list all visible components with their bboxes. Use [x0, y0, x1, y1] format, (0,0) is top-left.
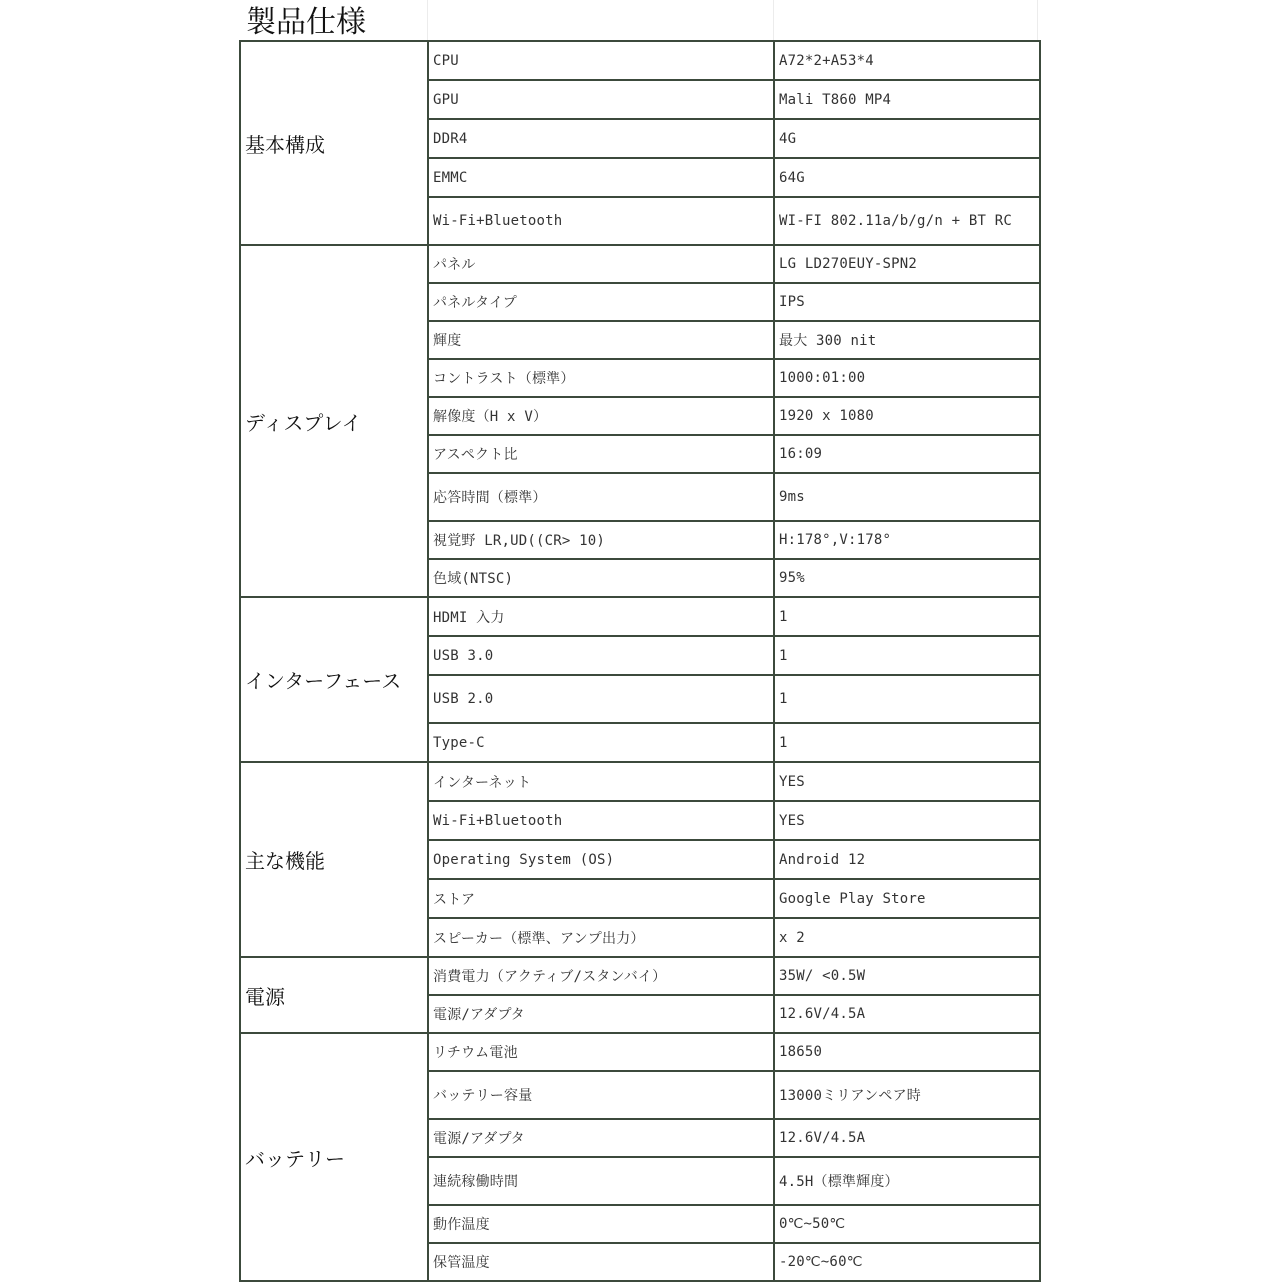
table-row [240, 245, 1040, 283]
spec-item-value: 12.6V/4.5A [774, 1119, 1040, 1157]
table-row [240, 597, 1040, 636]
spec-item-label: コントラスト（標準） [428, 359, 774, 397]
spec-item-value: 12.6V/4.5A [774, 995, 1040, 1033]
section-category: バッテリー [240, 1033, 428, 1281]
spec-table [239, 40, 1041, 1282]
spec-item-value: WI-FI 802.11a/b/g/n + BT RC [774, 197, 1040, 245]
page-title: 製品仕様 [246, 5, 366, 40]
spec-item-label: Wi-Fi+Bluetooth [428, 801, 774, 840]
spec-item-value: 最大 300 nit [774, 321, 1040, 359]
spec-item-value: 9ms [774, 473, 1040, 521]
spec-item-value: 1000:01:00 [774, 359, 1040, 397]
title-guide-line [427, 0, 428, 40]
table-row [240, 957, 1040, 995]
spec-item-value: YES [774, 801, 1040, 840]
table-row [240, 1033, 1040, 1071]
spec-item-label: 色域(NTSC) [428, 559, 774, 597]
spec-item-label: DDR4 [428, 119, 774, 158]
spec-item-label: 応答時間（標準） [428, 473, 774, 521]
title-guide-line [1037, 0, 1038, 40]
spec-item-value: 0℃~50℃ [774, 1205, 1040, 1243]
spec-item-label: 解像度（H x V） [428, 397, 774, 435]
spec-item-value: 1 [774, 636, 1040, 675]
spec-item-value: 95% [774, 559, 1040, 597]
spec-item-label: ストア [428, 879, 774, 918]
table-row [240, 762, 1040, 801]
spec-item-label: USB 3.0 [428, 636, 774, 675]
table-row [240, 41, 1040, 80]
spec-item-value: Mali T860 MP4 [774, 80, 1040, 119]
spec-item-label: パネルタイプ [428, 283, 774, 321]
spec-item-value: 4.5H（標準輝度） [774, 1157, 1040, 1205]
spec-item-label: 消費電力（アクティブ/スタンバイ） [428, 957, 774, 995]
section-category: 主な機能 [240, 762, 428, 957]
spec-item-value: 13000ミリアンペア時 [774, 1071, 1040, 1119]
spec-item-label: CPU [428, 41, 774, 80]
spec-item-value: x 2 [774, 918, 1040, 957]
spec-item-value: A72*2+A53*4 [774, 41, 1040, 80]
spec-item-label: GPU [428, 80, 774, 119]
spec-item-label: 動作温度 [428, 1205, 774, 1243]
spec-item-label: 電源/アダプタ [428, 995, 774, 1033]
spec-item-label: Type-C [428, 723, 774, 762]
spec-item-label: 電源/アダプタ [428, 1119, 774, 1157]
section-category: 電源 [240, 957, 428, 1033]
spec-item-value: 1 [774, 723, 1040, 762]
spec-table-body [240, 41, 1040, 1281]
spec-item-value: 35W/ <0.5W [774, 957, 1040, 995]
spec-item-value: Google Play Store [774, 879, 1040, 918]
section-category: 基本構成 [240, 41, 428, 245]
spec-item-value: H:178°,V:178° [774, 521, 1040, 559]
spec-item-value: 16:09 [774, 435, 1040, 473]
spec-item-value: 1920 x 1080 [774, 397, 1040, 435]
spec-item-label: HDMI 入力 [428, 597, 774, 636]
spec-item-label: インターネット [428, 762, 774, 801]
spec-item-label: 保管温度 [428, 1243, 774, 1281]
spec-item-value: LG LD270EUY-SPN2 [774, 245, 1040, 283]
spec-item-value: 4G [774, 119, 1040, 158]
spec-item-label: Wi-Fi+Bluetooth [428, 197, 774, 245]
spec-item-label: Operating System (OS) [428, 840, 774, 879]
spec-item-value: 18650 [774, 1033, 1040, 1071]
spec-item-label: EMMC [428, 158, 774, 197]
spec-item-label: リチウム電池 [428, 1033, 774, 1071]
spec-item-label: アスペクト比 [428, 435, 774, 473]
title-guide-line [773, 0, 774, 40]
spec-item-value: 64G [774, 158, 1040, 197]
spec-item-label: 視覚野 LR,UD((CR> 10) [428, 521, 774, 559]
spec-item-value: 1 [774, 675, 1040, 723]
spec-item-label: パネル [428, 245, 774, 283]
spec-item-value: 1 [774, 597, 1040, 636]
spec-item-value: YES [774, 762, 1040, 801]
spec-item-value: IPS [774, 283, 1040, 321]
spec-item-label: USB 2.0 [428, 675, 774, 723]
section-category: インターフェース [240, 597, 428, 762]
section-category: ディスプレイ [240, 245, 428, 597]
spec-item-label: 連続稼働時間 [428, 1157, 774, 1205]
spec-item-label: スピーカー（標準、アンプ出力） [428, 918, 774, 957]
spec-item-label: バッテリー容量 [428, 1071, 774, 1119]
spec-item-label: 輝度 [428, 321, 774, 359]
spec-item-value: -20℃~60℃ [774, 1243, 1040, 1281]
spec-item-value: Android 12 [774, 840, 1040, 879]
